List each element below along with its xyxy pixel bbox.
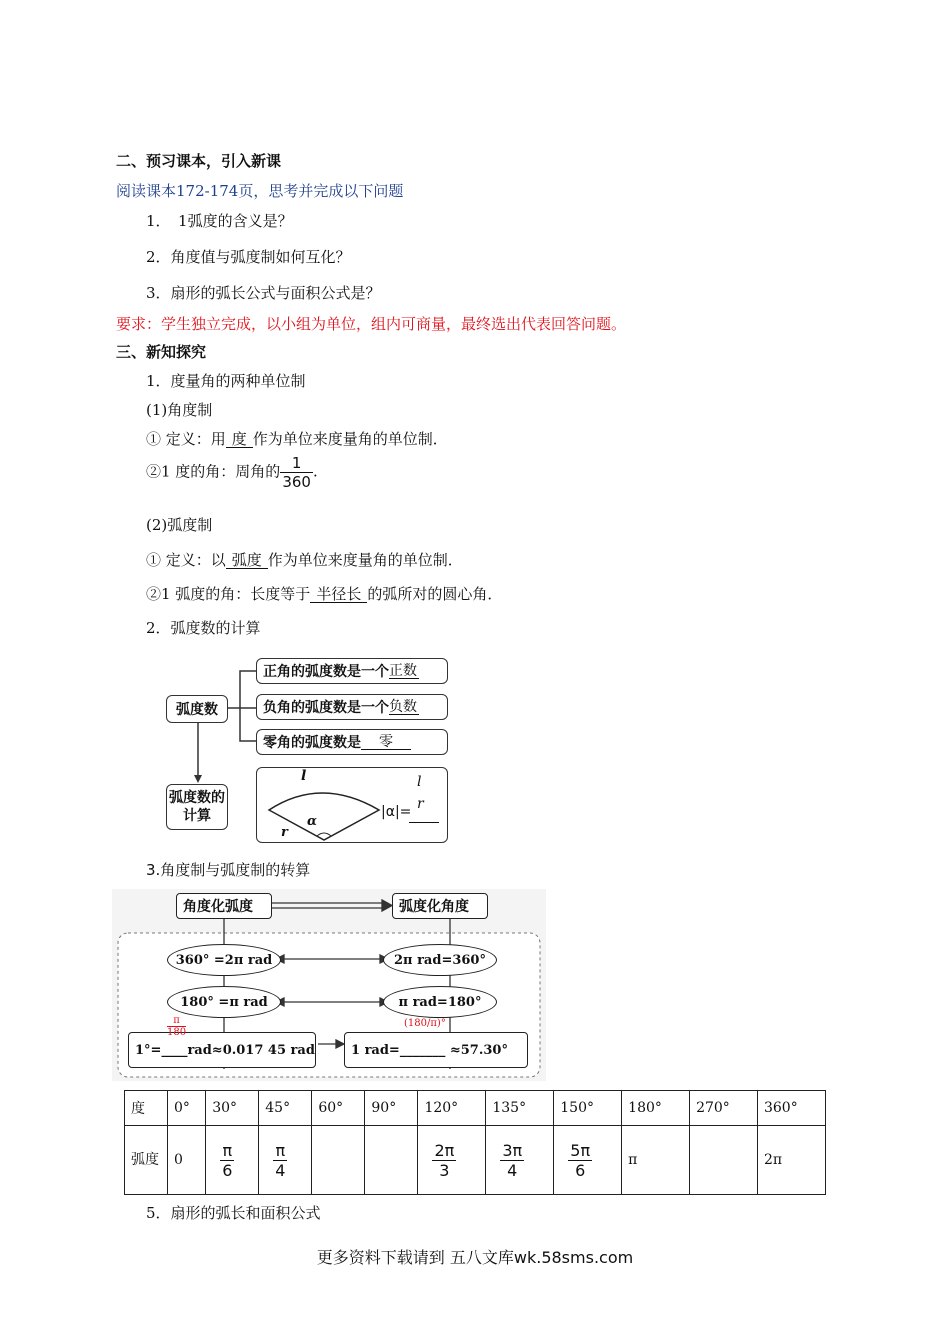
item-2: 2．弧度数的计算: [146, 619, 261, 637]
radian-cell: 0: [168, 1126, 206, 1195]
radian-answer: 弧度: [226, 552, 268, 569]
radian-calc-box: 弧度数的计算: [166, 784, 228, 830]
deg-to-rad-title: 角度化弧度: [176, 893, 272, 919]
positive-angle-box: 正角的弧度数是一个 正数: [256, 658, 448, 684]
radian-system: (2)弧度制: [146, 516, 213, 534]
degree-cell: 135°: [486, 1091, 554, 1126]
radian-cell: $\frac{3\pi}{4}$: [486, 1126, 554, 1195]
degree-radian-table: [124, 1090, 826, 1195]
answer-180-over-pi: (180/π)°: [404, 1018, 446, 1029]
formula-prefix: |α|=: [381, 804, 412, 820]
rad-to-deg-title: 弧度化角度: [392, 893, 488, 919]
degree-cell: 180°: [622, 1091, 690, 1126]
radian-cell: π: [622, 1126, 690, 1195]
radian-row-label: 弧度: [125, 1126, 168, 1195]
item-5: 5．扇形的弧长和面积公式: [146, 1204, 321, 1222]
arc-label: l: [301, 768, 307, 784]
negative-angle-box: 负角的弧度数是一个 负数: [256, 694, 448, 720]
answer-pi-over-180: π 180: [167, 1015, 187, 1038]
oval-180-deg: 180° =π rad: [167, 986, 281, 1018]
radian-cell: $\frac{5\pi}{6}$: [554, 1126, 622, 1195]
footer: 更多资料下载请到 五八文库wk.58sms.com: [316, 1248, 634, 1267]
section3-heading: 三、新知探究: [116, 343, 207, 361]
oval-pi-rad: π rad=180°: [383, 986, 497, 1018]
item-3: 3.角度制与弧度制的转算: [146, 861, 311, 879]
radian-cell: [312, 1126, 365, 1195]
degree-answer: 度: [226, 431, 253, 448]
degree-system: (1)角度制: [146, 401, 213, 419]
formula-blank: [409, 822, 439, 823]
item-1: 1．度量角的两种单位制: [146, 372, 306, 390]
degree-cell: 60°: [312, 1091, 365, 1126]
degree-row-label: 度: [125, 1091, 168, 1126]
question-2: 2．角度值与弧度制如何互化？: [146, 248, 351, 266]
degree-cell: 120°: [418, 1091, 486, 1126]
degree-row: [125, 1091, 826, 1126]
radian-cell: $\frac{2\pi}{3}$: [418, 1126, 486, 1195]
radian-definition: ① 定义：以 弧度 作为单位来度量角的单位制．: [146, 551, 463, 569]
radian-cell: [690, 1126, 758, 1195]
degree-cell: 30°: [206, 1091, 259, 1126]
question-1: 1． 1弧度的含义是？: [146, 212, 293, 230]
one-radian-box: 1 rad=_______ ≈57.30°: [344, 1032, 528, 1068]
degree-cell: 360°: [757, 1091, 825, 1126]
one-radian-angle: ②1 弧度的角：长度等于 半径长 的弧所对的圆心角．: [146, 585, 503, 603]
radian-root-box: 弧度数: [166, 695, 228, 723]
requirement: 要求：学生独立完成，以小组为单位，组内可商量，最终选出代表回答问题。: [116, 315, 627, 333]
degree-definition: ① 定义：用 度 作为单位来度量角的单位制．: [146, 430, 448, 448]
oval-360-deg: 360° =2π rad: [167, 944, 281, 976]
radian-cell: 2π: [757, 1126, 825, 1195]
radius-answer: 半径长: [310, 586, 367, 603]
one-degree-box: 1°=____rad≈0.017 45 rad: [128, 1032, 316, 1068]
sector-box: [256, 767, 448, 843]
reading-instruction: 阅读课本172-174页，思考并完成以下问题: [116, 182, 404, 200]
radian-cell: [365, 1126, 418, 1195]
degree-cell: 45°: [259, 1091, 312, 1126]
radius-label: r: [281, 825, 288, 840]
degree-cell: 150°: [554, 1091, 622, 1126]
alpha-label: α: [307, 814, 318, 829]
radian-cell: $\frac{\pi}{4}$: [259, 1126, 312, 1195]
zero-angle-box: 零角的弧度数是 零: [256, 729, 448, 755]
radian-cell: $\frac{\pi}{6}$: [206, 1126, 259, 1195]
question-3: 3．扇形的弧长公式与面积公式是？: [146, 284, 381, 302]
formula-denominator: r: [417, 796, 424, 812]
formula-numerator: l: [417, 774, 422, 790]
degree-cell: 90°: [365, 1091, 418, 1126]
degree-cell: 270°: [690, 1091, 758, 1126]
radian-row: [125, 1126, 826, 1195]
one-degree-angle: ②1 度的角：周角的 $\frac{1}{360}$ .: [146, 454, 318, 491]
section2-heading: 二、预习课本，引入新课: [116, 152, 282, 170]
degree-cell: 0°: [168, 1091, 206, 1126]
oval-2pi-rad: 2π rad=360°: [383, 944, 497, 976]
